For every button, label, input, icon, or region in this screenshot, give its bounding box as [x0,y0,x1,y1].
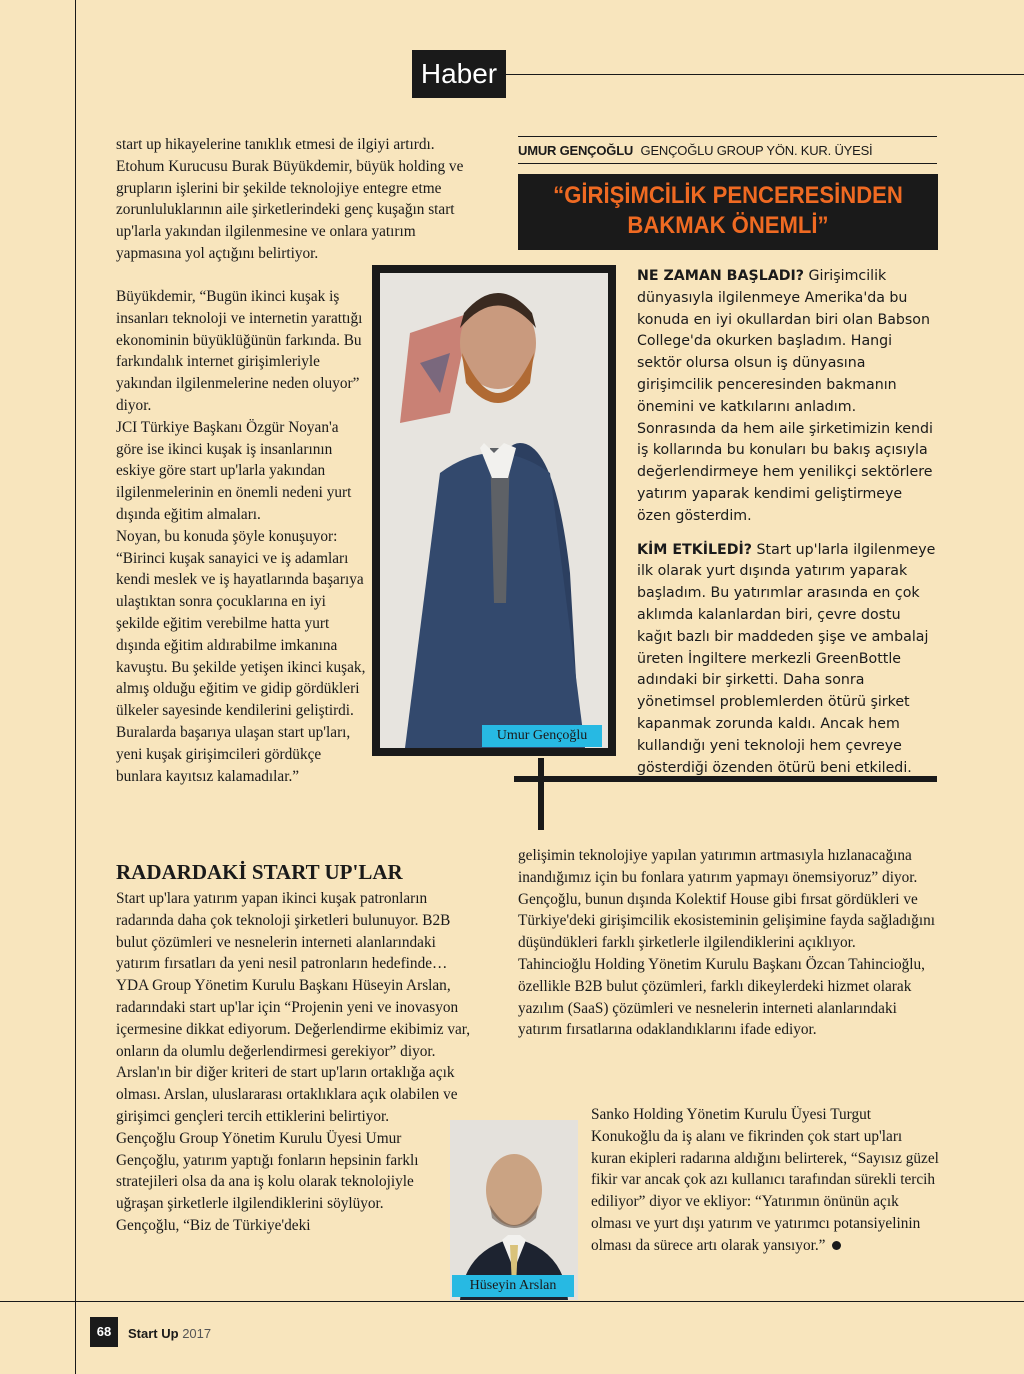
qa-item [637,540,937,780]
umur-caption: Umur Gençoğlu [496,728,588,743]
interviewee-role: GENÇOĞLU GROUP YÖN. KUR. ÜYESİ [640,143,873,158]
paragraph: JCI Türkiye Başkanı Özgür Noyan'a göre ise ikinci kuşak iş insanlarının eskiye göre start up'larla yakından ilgilenmelerinin en önemli nedeni yurt dışında eğitim almaları. [116,418,352,523]
paragraph: YDA Group Yönetim Kurulu Başkanı Hüseyin Arslan, radarındaki start up'lar için “Projenin yeni ve inovasyon içermesine dikkat ediyorum. Değerlendirme ekibimiz var, onların da olumlu değerlendirmesi gerekiyor” diyor. Arslan'ın bir diğer kriteri de start up'ların ortaklığa açık olması. Arslan, uluslararası ortaklıklara açık olabilen ve girişimci gençleri tercih ettiklerini belirtiyor. [116,977,471,1125]
left-column-narrow [116,286,366,787]
section-label-box [412,50,506,98]
sidebar-title-line: “GİRİŞİMCİLİK PENCERESİNDEN [553,182,903,209]
sidebar-title-line: BAKMAK ÖNEMLİ” [627,212,829,239]
paragraph: Gençoğlu, bunun dışında Kolektif House gibi fırsat gördükleri ve Türkiye'deki girişimcilik ekosisteminin gelişimine fayda sağladığını düşündükleri farklı şirketlerle ilgilendiklerini açıklıyor. [518,890,935,952]
huseyin-caption: Hüseyin Arslan [469,1278,557,1293]
paragraph: Tahincioğlu Holding Yönetim Kurulu Başkanı Özcan Tahincioğlu, özellikle B2B bulut çözümleri, farklı dikeylerdeki hizmet olarak yazılım (SaaS) çözümleri ve nesnelerin interneti alanlarındaki yatırım fırsatlarına odaklandıklarını ifade ediyor. [518,955,925,1039]
paragraph [591,1104,939,1257]
right-column-bottom [518,845,938,1041]
end-mark-icon [832,1241,841,1250]
paragraph: Büyükdemir, “Bugün ikinci kuşak iş insanları teknoloji ve internetin yarattığı ekonominin büyüklüğünün farkında. Bu farkındalık internet girişimleriyle yakından ilgilenmelerine neden oluyor” diyor. [116,288,363,414]
qa-item [637,266,937,528]
paragraph: gelişimin teknolojiye yapılan yatırımın artmasıyla hızlanacağına inandığımız için bu fonlara yatırım yapmayı önemsiyoruz” diyor. [518,847,918,886]
paragraph: Gençoğlu Group Yönetim Kurulu Üyesi Umur Gençoğlu, yatırım yaptığı fonların hepsinin farklı stratejileri olsa da ana iş kolu olarak teknolojiyle uğraşan şirketlerle ilgilendiklerini söylüyor. Gençoğlu, “Biz de Türkiye'deki [116,1129,419,1234]
paragraph: start up hikayelerine tanıklık etmesi de ilgiyi artırdı. Etohum Kurucusu Burak Büyükdemir, büyük holding ve grupların işlerini bir şekilde teknolojiye entegre etme zorunluluklarının aile şirketlerindeki genç kuşağın start up'larla yakından ilgilenmesine ve onlara yatırım yapmasına yol açtığını belirtiyor. [116,136,464,262]
umur-photo [380,273,608,748]
huseyin-photo [450,1120,578,1300]
umur-caption-box [482,725,602,747]
qa-question: NE ZAMAN BAŞLADI? [637,268,805,284]
footer-credit [128,1325,211,1343]
header-rule [505,74,1024,75]
huseyin-portrait-image [450,1120,578,1300]
paragraph-text: Sanko Holding Yönetim Kurulu Üyesi Turgut Konukoğlu da iş alanı ve fikrinden çok start up'ları kuran ekipleri radarına aldığını belirterek, “Sayısız güzel fikir var ancak çok azı kullanıcı tarafından sürekli tercih ediliyor” diyor ve ekliyor: “Yatırımın önünün açık olması ve yurt dışı yatırım ve yatırımcı potansiyelinin olması da sürece artı olarak yansıyor.” [591,1106,939,1254]
page-number-box [90,1317,118,1347]
left-margin-rule [75,0,76,1374]
page-number: 68 [96,1324,112,1339]
qa-answer: Girişimcilik dünyasıyla ilgilenmeye Amerika'da bu konuda en iyi okullardan biri olan Babson College'da okurken başladım. Hangi sektör olursa olsun iş dünyasına girişimcilik penceresinden bakmanın önemini ve katkılarını anladım. Sonrasında da hem aile şirketimizin kendi iş kollarında bu konuları bu bakış açısıyla değerlendirmeye hem yenilikçi sektörlere yatırım yaparak kendimi geliştirmeye özen gösterdim. [637,268,933,524]
footer-rule [0,1301,1024,1302]
sidebar-cross-horizontal [514,776,937,782]
section-label: Haber [420,58,498,89]
sidebar-top-rule [518,136,937,137]
paragraph: Noyan, bu konuda şöyle konuşuyor: “Birinci kuşak sanayici ve iş adamları kendi meslek ve iş hayatlarında başarıya ulaştıktan sonra çocuklarına en iyi şekilde eğitim verebilme hatta yurt dışında eğitim aldırabilme imkanına kavuştu. Bu şekilde yetişen ikinci kuşak, almış olduğu eğitim ve gidip gördükleri ülkeler sayesinde kendilerini geliştirdi. Buralarda başarıya ulaşan start up'ları, yeni kuşak girişimcileri gördükçe bunlara kayıtsız kalamadılar.” [116,527,366,785]
right-column-indented [591,1104,939,1257]
huseyin-caption-box [452,1275,574,1297]
sidebar-cross-vertical [538,758,544,830]
umur-photo-frame [372,265,616,756]
qa-answer: Start up'larla ilgilenmeye ilk olarak yurt dışında yatırım yaparak başladım. Bu yatırımlar arasında en çok aklımda kalanlardan biri, çevre dostu kağıt bazlı bir maddeden şişe ve ambalaj üreten İngiltere merkezli GreenBottle adındaki bir şirketti. Daha sonra yönetimsel problemlerden ötürü şirket kapanmak zorunda kaldı. Ancak hem kullandığı yeni teknoloji hem çevreye gösterdiği özenden ötürü beni etkiledi. [637,541,936,776]
umur-portrait-image [380,273,608,748]
qa-question: KİM ETKİLEDİ? [637,541,752,558]
left-column-top [116,134,470,265]
interviewee-name: UMUR GENÇOĞLU [518,143,634,158]
sidebar-byline [518,141,938,161]
magazine-name: Start Up [128,1326,179,1341]
radar-section [116,858,476,1237]
sidebar-qa [637,266,937,791]
sidebar-byline-rule [518,163,937,164]
issue-year: 2017 [182,1326,212,1341]
sidebar-title-box [518,174,938,250]
paragraph: Start up'lara yatırım yapan ikinci kuşak patronların radarında daha çok teknoloji şirketleri bulunuyor. B2B bulut çözümleri ve nesnelerin interneti alanlarındaki yatırım fırsatları da yeni nesil patronların hedefinde… [116,890,451,973]
section-heading: RADARDAKİ START UP'LAR [116,860,403,884]
